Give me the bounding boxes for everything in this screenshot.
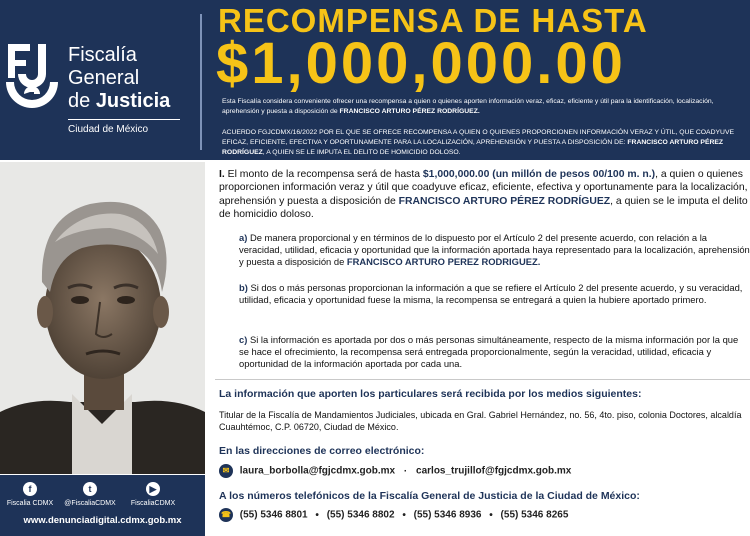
paragraph-1-text-b: , a quien o quienes proporcionen información veraz y útil que coadyuve eficaz, eficiente, efectiva y oportunamente para la localización, aprehensión y puesta a disposición de [219, 169, 748, 207]
clause-c-text: Si la información es aportada por dos o más personas simultáneamente, respecto de la misma información por la que se hace el ofrecimiento, la recompensa será entregada proporcionalmente, según la veracidad, utilidad, eficacia y oportunidad de la información aportada por cada una. [239, 334, 739, 370]
contact-address: Titular de la Fiscalía de Mandamientos Judiciales, ubicada en Gral. Gabriel Hernández, no. 56, 4to. piso, colonia Doctores, alcaldía Cuauhtémoc, C.P. 06720, Ciudad de México. [219, 410, 742, 432]
org-line2: General [68, 67, 140, 89]
phone-separator: • [315, 509, 319, 521]
facebook-icon: f [23, 482, 37, 496]
org-line3-de: de [68, 90, 91, 112]
youtube-icon: ▶ [146, 482, 160, 496]
social-footer [0, 475, 205, 536]
clause-b-text: Si dos o más personas proporcionan la información a que se refiere el Artículo 2 del presente acuerdo, y su veracidad, utilidad, eficacia y oportunidad fuese la misma, la recompensa se entregará a quien la hubiere aportado primero. [239, 282, 743, 306]
clause-a [239, 232, 750, 269]
paragraph-1-amount: $1,000,000.00 (un millón de pesos 00/100 m. n.) [422, 169, 656, 180]
accord-text [222, 128, 750, 158]
clause-a-name: FRANCISCO ARTURO PEREZ RODRIGUEZ. [346, 256, 541, 268]
accord-body: ACUERDO FGJCDMX/16/2022 POR EL QUE SE OFRECE RECOMPENSA A QUIEN O QUIENES PROPORCIONEN INFORMACIÓN VERAZ Y ÚTIL, QUE COADYUVE EFICAZ, EFICIENTE, EFECTIVA Y OPORTUNAMENTE PARA LA LOCALIZACIÓN, APREHENSIÓN Y PUESTA A DISPOSICIÓN DE: [222, 129, 735, 146]
phone-4[interactable]: (55) 5346 8265 [500, 509, 569, 521]
email-separator: · [403, 465, 408, 477]
paragraph-1-number: I. [219, 169, 225, 180]
clause-a-label: a) [239, 232, 248, 243]
intro-text [222, 97, 750, 119]
email-2[interactable]: carlos_trujillof@fgjcdmx.gob.mx [416, 465, 572, 477]
youtube-link[interactable] [124, 482, 182, 507]
org-city: Ciudad de México [68, 119, 180, 135]
header-banner [0, 0, 750, 160]
clause-a-text: De manera proporcional y en términos de lo dispuesto por el Artículo 2 del presente acuerdo, con relación a la veracidad, utilidad, eficacia y oportunidad que la información aportada haya representado para la localización, aprehensión y puesta a disposición de [239, 232, 750, 268]
portrait-graphic [0, 162, 205, 474]
email-1[interactable]: laura_borbolla@fgjcdmx.gob.mx [239, 465, 396, 477]
paragraph-1-name: FRANCISCO ARTURO PÉREZ RODRÍGUEZ [398, 195, 611, 207]
main-content [215, 168, 750, 536]
phone-separator: • [402, 509, 406, 521]
intro-name: FRANCISCO ARTURO PÉREZ RODRÍGUEZ. [339, 108, 480, 115]
clause-c-label: c) [239, 334, 248, 345]
phone-separator: • [489, 509, 493, 521]
facebook-link[interactable] [2, 482, 58, 507]
paragraph-1 [219, 168, 750, 222]
reward-headline: RECOMPENSA DE HASTA [218, 2, 648, 39]
website-url[interactable]: www.denunciadigital.cdmx.gob.mx [23, 515, 182, 526]
org-line3 [68, 90, 180, 113]
email-title: En las direcciones de correo electrónico: [219, 445, 425, 457]
phone-row [219, 508, 750, 524]
twitter-link[interactable] [60, 482, 120, 507]
clause-b-label: b) [239, 282, 248, 293]
header-divider [200, 14, 202, 150]
contact-title: La información que aporten los particulares será recibida por los medios siguientes: [219, 388, 642, 400]
org-line3-justicia: Justicia [95, 90, 171, 112]
accord-tail: , A QUIEN SE LE IMPUTA EL DELITO DE HOMICIDIO DOLOSO. [262, 149, 461, 156]
phone-2[interactable]: (55) 5346 8802 [326, 509, 395, 521]
clause-c [239, 334, 750, 371]
org-name [68, 44, 180, 135]
suspect-photo [0, 162, 205, 474]
facebook-handle: Fiscalia CDMX [6, 500, 54, 507]
phone-icon: ☎ [219, 508, 233, 522]
paragraph-1-text-a: El monto de la recompensa será de hasta [227, 169, 421, 180]
twitter-icon: t [83, 482, 97, 496]
fgj-logo [2, 36, 62, 126]
phone-3[interactable]: (55) 5346 8936 [413, 509, 482, 521]
phone-1[interactable]: (55) 5346 8801 [239, 509, 308, 521]
email-icon: ✉ [219, 464, 233, 478]
intro-body: Esta Fiscalía considera conveniente ofrecer una recompensa a quien o quienes aporten información veraz, eficaz, eficiente y útil para la identificación, localización, aprehensión y puesta a disposición de [222, 98, 714, 115]
section-divider [215, 379, 750, 380]
org-line1: Fiscalía [68, 44, 137, 66]
phone-title: A los números telefónicos de la Fiscalía General de Justicia de la Ciudad de México: [219, 490, 640, 502]
email-row [219, 464, 750, 480]
twitter-handle: @FiscaliaCDMX [64, 500, 116, 507]
reward-amount: $1,000,000.00 [216, 31, 626, 96]
paragraph-1-text-c: , a quien se le imputa el delito de homicidio doloso. [219, 195, 748, 221]
clause-b [239, 282, 750, 306]
accord-name: FRANCISCO ARTURO PÉREZ RODRÍGUEZ [222, 139, 724, 156]
youtube-handle: FiscaliaCDMX [130, 500, 176, 507]
